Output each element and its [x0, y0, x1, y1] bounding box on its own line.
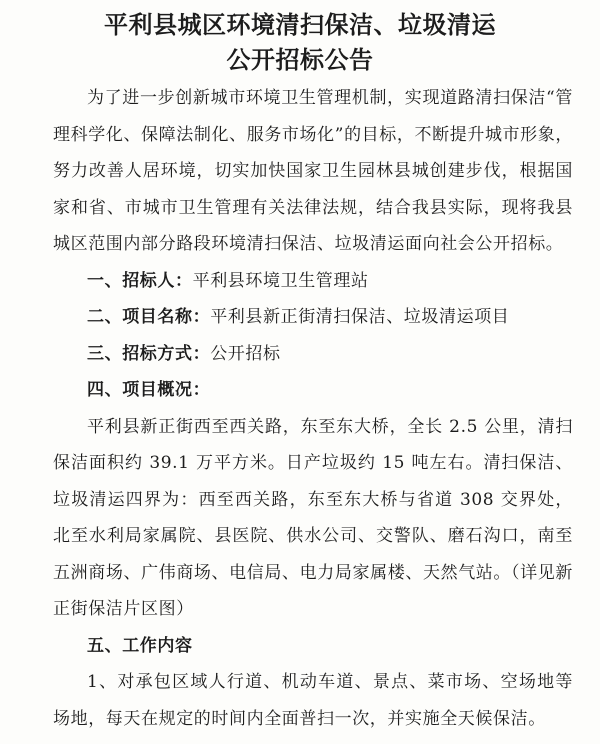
section-label: 一、招标人： — [87, 270, 193, 291]
section-value: 公开招标 — [210, 343, 281, 364]
section-tenderer — [53, 263, 573, 300]
section-label: 三、招标方式： — [87, 343, 211, 364]
document-title-line1: 平利县城区环境清扫保洁、垃圾清运 — [104, 10, 496, 39]
work-item-1: 1、对承包区域人行道、机动车道、景点、菜市场、空场地等场地，每天在规定的时间内全面普扫一次，并实施全天候保洁。 — [53, 672, 573, 729]
section-label: 四、项目概况： — [87, 380, 211, 400]
section-work-content — [53, 628, 573, 665]
section-label: 五、工作内容 — [87, 635, 193, 656]
document-title-line2: 公开招标公告 — [226, 45, 374, 74]
section-project-name — [53, 299, 573, 336]
overview-paragraph: 平利县新正街西至西关路，东至东大桥，全长 2.5 公里，清扫保洁面积约 39.1 万平方米。日产垃圾约 15 吨左右。清扫保洁、垃圾清运四界为：西至西关路，东至东大桥与省道 308 交界处，北至水利局家属院、县医院、供水公司、交警队、磨石沟口，南至五洲商场、广伟商场、电信局、电力局家属楼、天然气站。（详见新正街保洁片区图） — [53, 416, 573, 619]
intro-paragraph: 为了进一步创新城市环境卫生管理机制，实现道路清扫保洁“管理科学化、保障法制化、服务市场化”的目标，不断提升城市形象，努力改善人居环境，切实加快国家卫生园林县城创建步伐，根据国家和省、市城市卫生管理有关法律法规，结合我县实际，现将我县城区范围内部分路段环境清扫保洁、垃圾清运面向社会公开招标。 — [53, 88, 573, 254]
section-value: 平利县环境卫生管理站 — [192, 270, 369, 291]
section-tender-method — [53, 336, 573, 373]
document-body — [53, 80, 573, 737]
section-label: 二、项目名称： — [87, 307, 211, 327]
section-value: 平利县新正街清扫保洁、垃圾清运项目 — [210, 307, 510, 327]
section-project-overview — [53, 372, 573, 409]
